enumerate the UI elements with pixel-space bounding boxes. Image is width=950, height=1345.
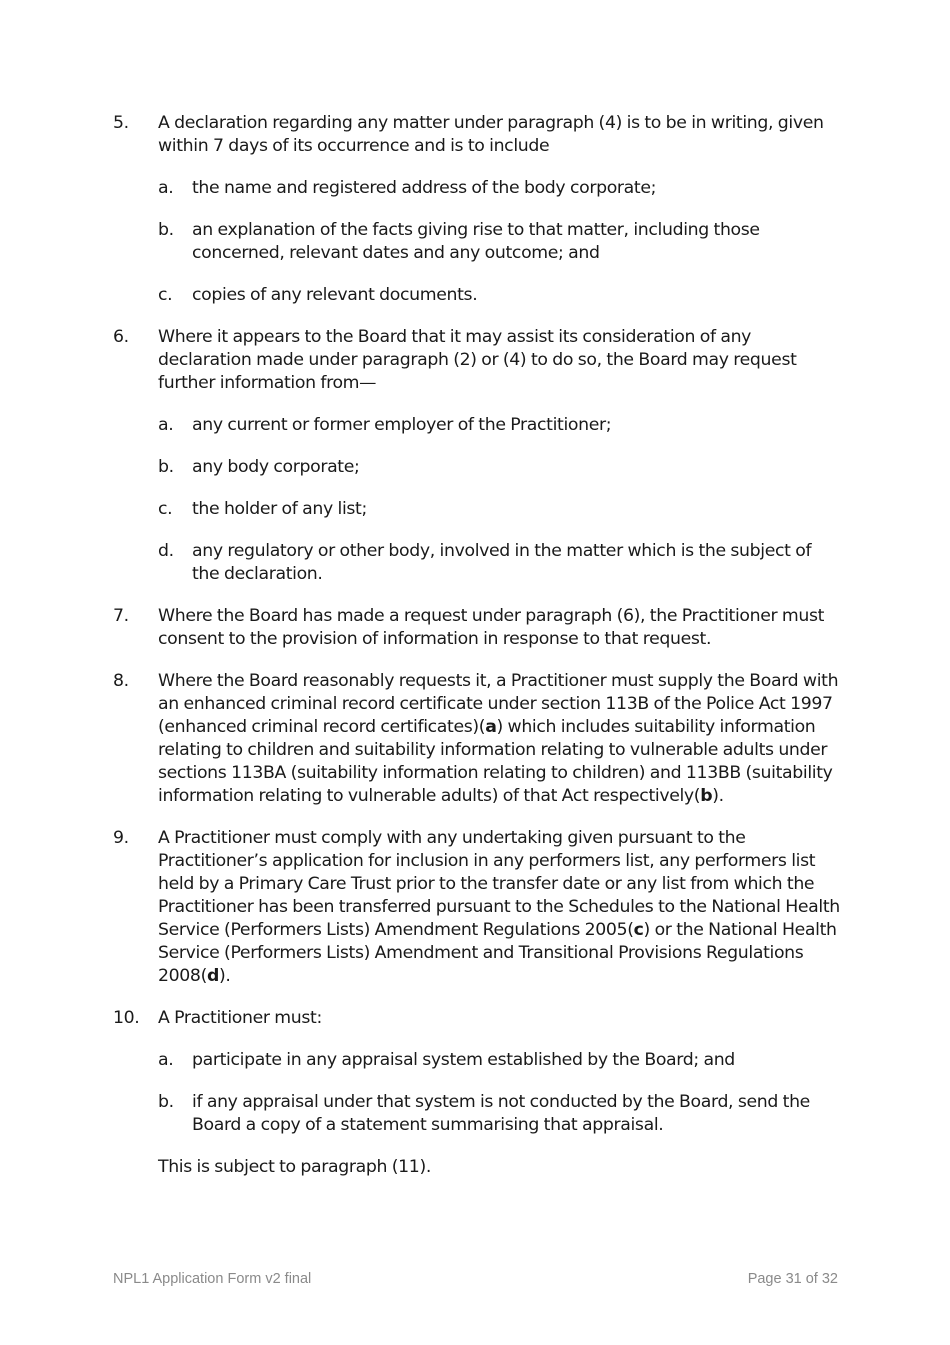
list-item — [158, 1049, 843, 1072]
list-item — [158, 414, 843, 437]
paragraph-number: 5. — [113, 113, 129, 133]
list-item-text: any current or former employer of the Practitioner; — [192, 415, 612, 435]
paragraph-text: Where the Board has made a request under paragraph (6), the Practitioner must consent to the provision of information in response to that request. — [158, 606, 825, 649]
list-item — [158, 456, 843, 479]
paragraph-text: A Practitioner must: — [158, 1008, 322, 1028]
footnote-ref-b: b — [700, 786, 713, 806]
list-item — [158, 284, 843, 307]
paragraph-10 — [113, 1007, 843, 1179]
text-segment: ) which includes suitability information relating to children and suitability information relating to vulnerable adults under sections 113BA (suitability information relating to children) and 113BB (suitability information relating to vulnerable adults) of that Act respectively( — [158, 717, 833, 806]
sub-list — [158, 177, 843, 307]
list-item-text: the name and registered address of the body corporate; — [192, 178, 657, 198]
paragraph-number: 8. — [113, 671, 129, 691]
list-item-letter: d. — [158, 541, 174, 561]
list-item-text: copies of any relevant documents. — [192, 285, 478, 305]
paragraph-6 — [113, 326, 843, 586]
list-item-letter: b. — [158, 220, 174, 240]
paragraph-text — [158, 827, 843, 988]
paragraph-text: Where it appears to the Board that it may assist its consideration of any declaration made under paragraph (2) or (4) to do so, the Board may request further information from— — [158, 327, 797, 393]
list-item-letter: b. — [158, 1092, 174, 1112]
sub-list — [158, 414, 843, 586]
list-item-letter: a. — [158, 1050, 174, 1070]
text-segment: ). — [219, 966, 231, 986]
document-body — [113, 112, 843, 1198]
paragraph-5 — [113, 112, 843, 307]
list-item-letter: c. — [158, 285, 173, 305]
text-segment: ). — [712, 786, 724, 806]
list-item-text: the holder of any list; — [192, 499, 367, 519]
paragraph-8 — [113, 670, 843, 808]
list-item-letter: b. — [158, 457, 174, 477]
footer-document-name: NPL1 Application Form v2 final — [113, 1271, 312, 1287]
text-segment: ) or the National Health Service (Performers Lists) Amendment and Transitional Provisions Regulations 2008( — [158, 920, 837, 986]
paragraph-number: 7. — [113, 606, 129, 626]
paragraph-number: 6. — [113, 327, 129, 347]
footnote-ref-c: c — [633, 920, 644, 940]
sub-list — [158, 1049, 843, 1137]
footnote-ref-a: a — [485, 717, 497, 737]
paragraph-number: 10. — [113, 1008, 140, 1028]
list-item — [158, 540, 843, 586]
list-item-text: any body corporate; — [192, 457, 360, 477]
footnote-ref-d: d — [206, 966, 220, 986]
list-item — [158, 219, 843, 265]
text-segment: Where the Board reasonably requests it, a Practitioner must supply the Board with an enhanced criminal record certificate under section 113B of the Police Act 1997 (enhanced criminal record certificates)( — [158, 671, 839, 737]
list-item — [158, 177, 843, 200]
list-item-text: an explanation of the facts giving rise to that matter, including those concerned, relevant dates and any outcome; and — [192, 220, 760, 263]
paragraph-text: A declaration regarding any matter under paragraph (4) is to be in writing, given within 7 days of its occurrence and is to include — [158, 113, 824, 156]
page-footer — [113, 1271, 838, 1287]
text-segment: A Practitioner must comply with any undertaking given pursuant to the Practitioner’s application for inclusion in any performers list, any performers list held by a Primary Care Trust prior to the transfer date or any list from which the Practitioner has been transferred pursuant to the Schedules to the National Health Service (Performers Lists) Amendment Regulations 2005( — [158, 828, 840, 940]
paragraph-7 — [113, 605, 843, 651]
list-item-letter: a. — [158, 178, 174, 198]
list-item-text: any regulatory or other body, involved in the matter which is the subject of the declaration. — [192, 541, 812, 584]
list-item-letter: a. — [158, 415, 174, 435]
paragraph-note: This is subject to paragraph (11). — [158, 1157, 431, 1177]
list-item-letter: c. — [158, 499, 173, 519]
paragraph-number: 9. — [113, 828, 129, 848]
paragraph-9 — [113, 827, 843, 988]
list-item — [158, 498, 843, 521]
list-item — [158, 1091, 843, 1137]
list-item-text: if any appraisal under that system is not conducted by the Board, send the Board a copy of a statement summarising that appraisal. — [192, 1092, 810, 1135]
list-item-text: participate in any appraisal system established by the Board; and — [192, 1050, 735, 1070]
footer-page-number: Page 31 of 32 — [747, 1271, 838, 1287]
paragraph-text — [158, 670, 843, 808]
